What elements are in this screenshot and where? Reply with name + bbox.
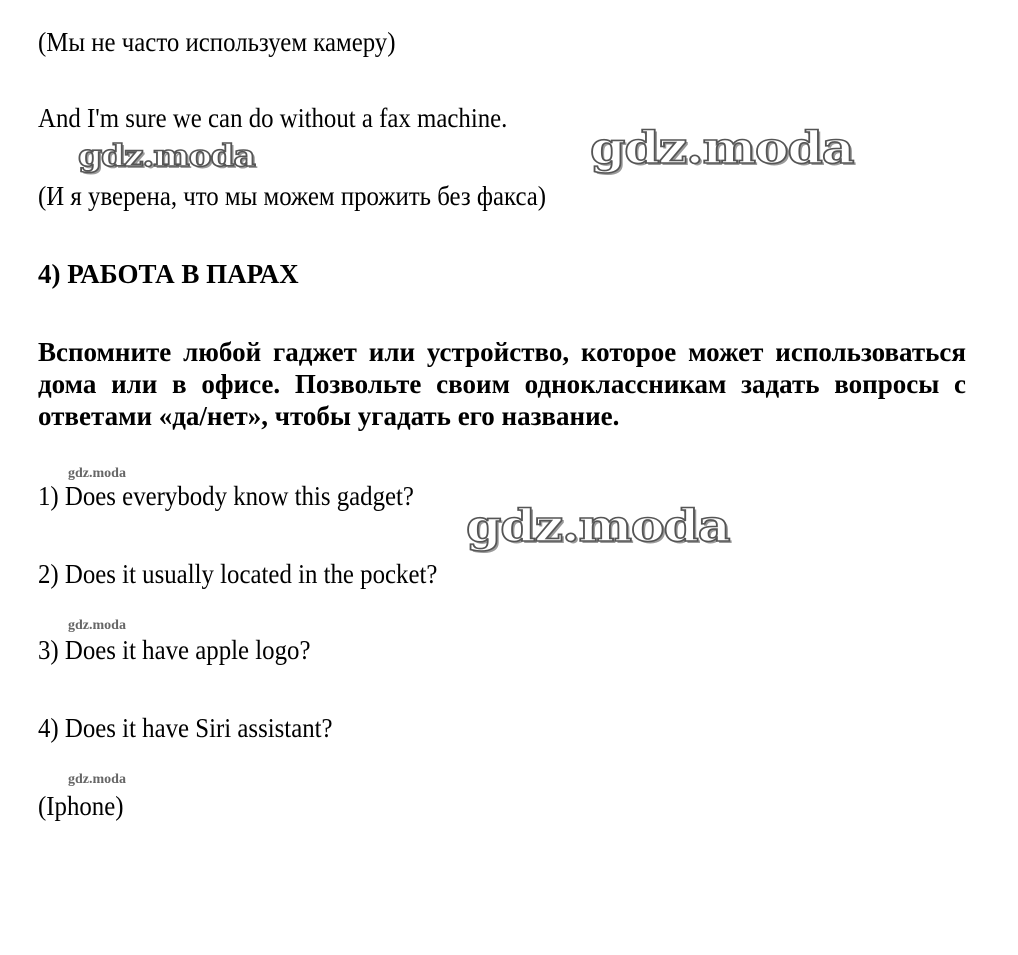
section-heading: 4) РАБОТА В ПАРАХ — [38, 259, 299, 289]
question-3: 3) Does it have apple logo? — [38, 635, 311, 665]
watermark-large-top: gdz.moda — [590, 123, 854, 174]
question-2: 2) Does it usually located in the pocket? — [38, 559, 438, 589]
watermark-large-middle: gdz.moda — [466, 501, 730, 552]
camera-translation: (Мы не часто используем камеру) — [38, 27, 396, 57]
question-4: 4) Does it have Siri assistant? — [38, 713, 333, 743]
question-1: 1) Does everybody know this gadget? — [38, 481, 414, 511]
answer: (Iphone) — [38, 791, 124, 821]
watermark-small-3: gdz.moda — [68, 772, 126, 787]
watermark-small-2: gdz.moda — [68, 618, 126, 633]
fax-sentence: And I'm sure we can do without a fax machine. — [38, 103, 508, 133]
watermark-medium: gdz.moda — [78, 139, 255, 174]
watermark-small-1: gdz.moda — [68, 466, 126, 481]
task-instruction: Вспомните любой гаджет или устройство, которое может использоваться дома или в офисе. Позвольте своим одноклассникам задать вопросы с ответами «да/нет», чтобы угадать его название. — [38, 337, 966, 431]
fax-translation: (И я уверена, что мы можем прожить без факса) — [38, 181, 547, 211]
